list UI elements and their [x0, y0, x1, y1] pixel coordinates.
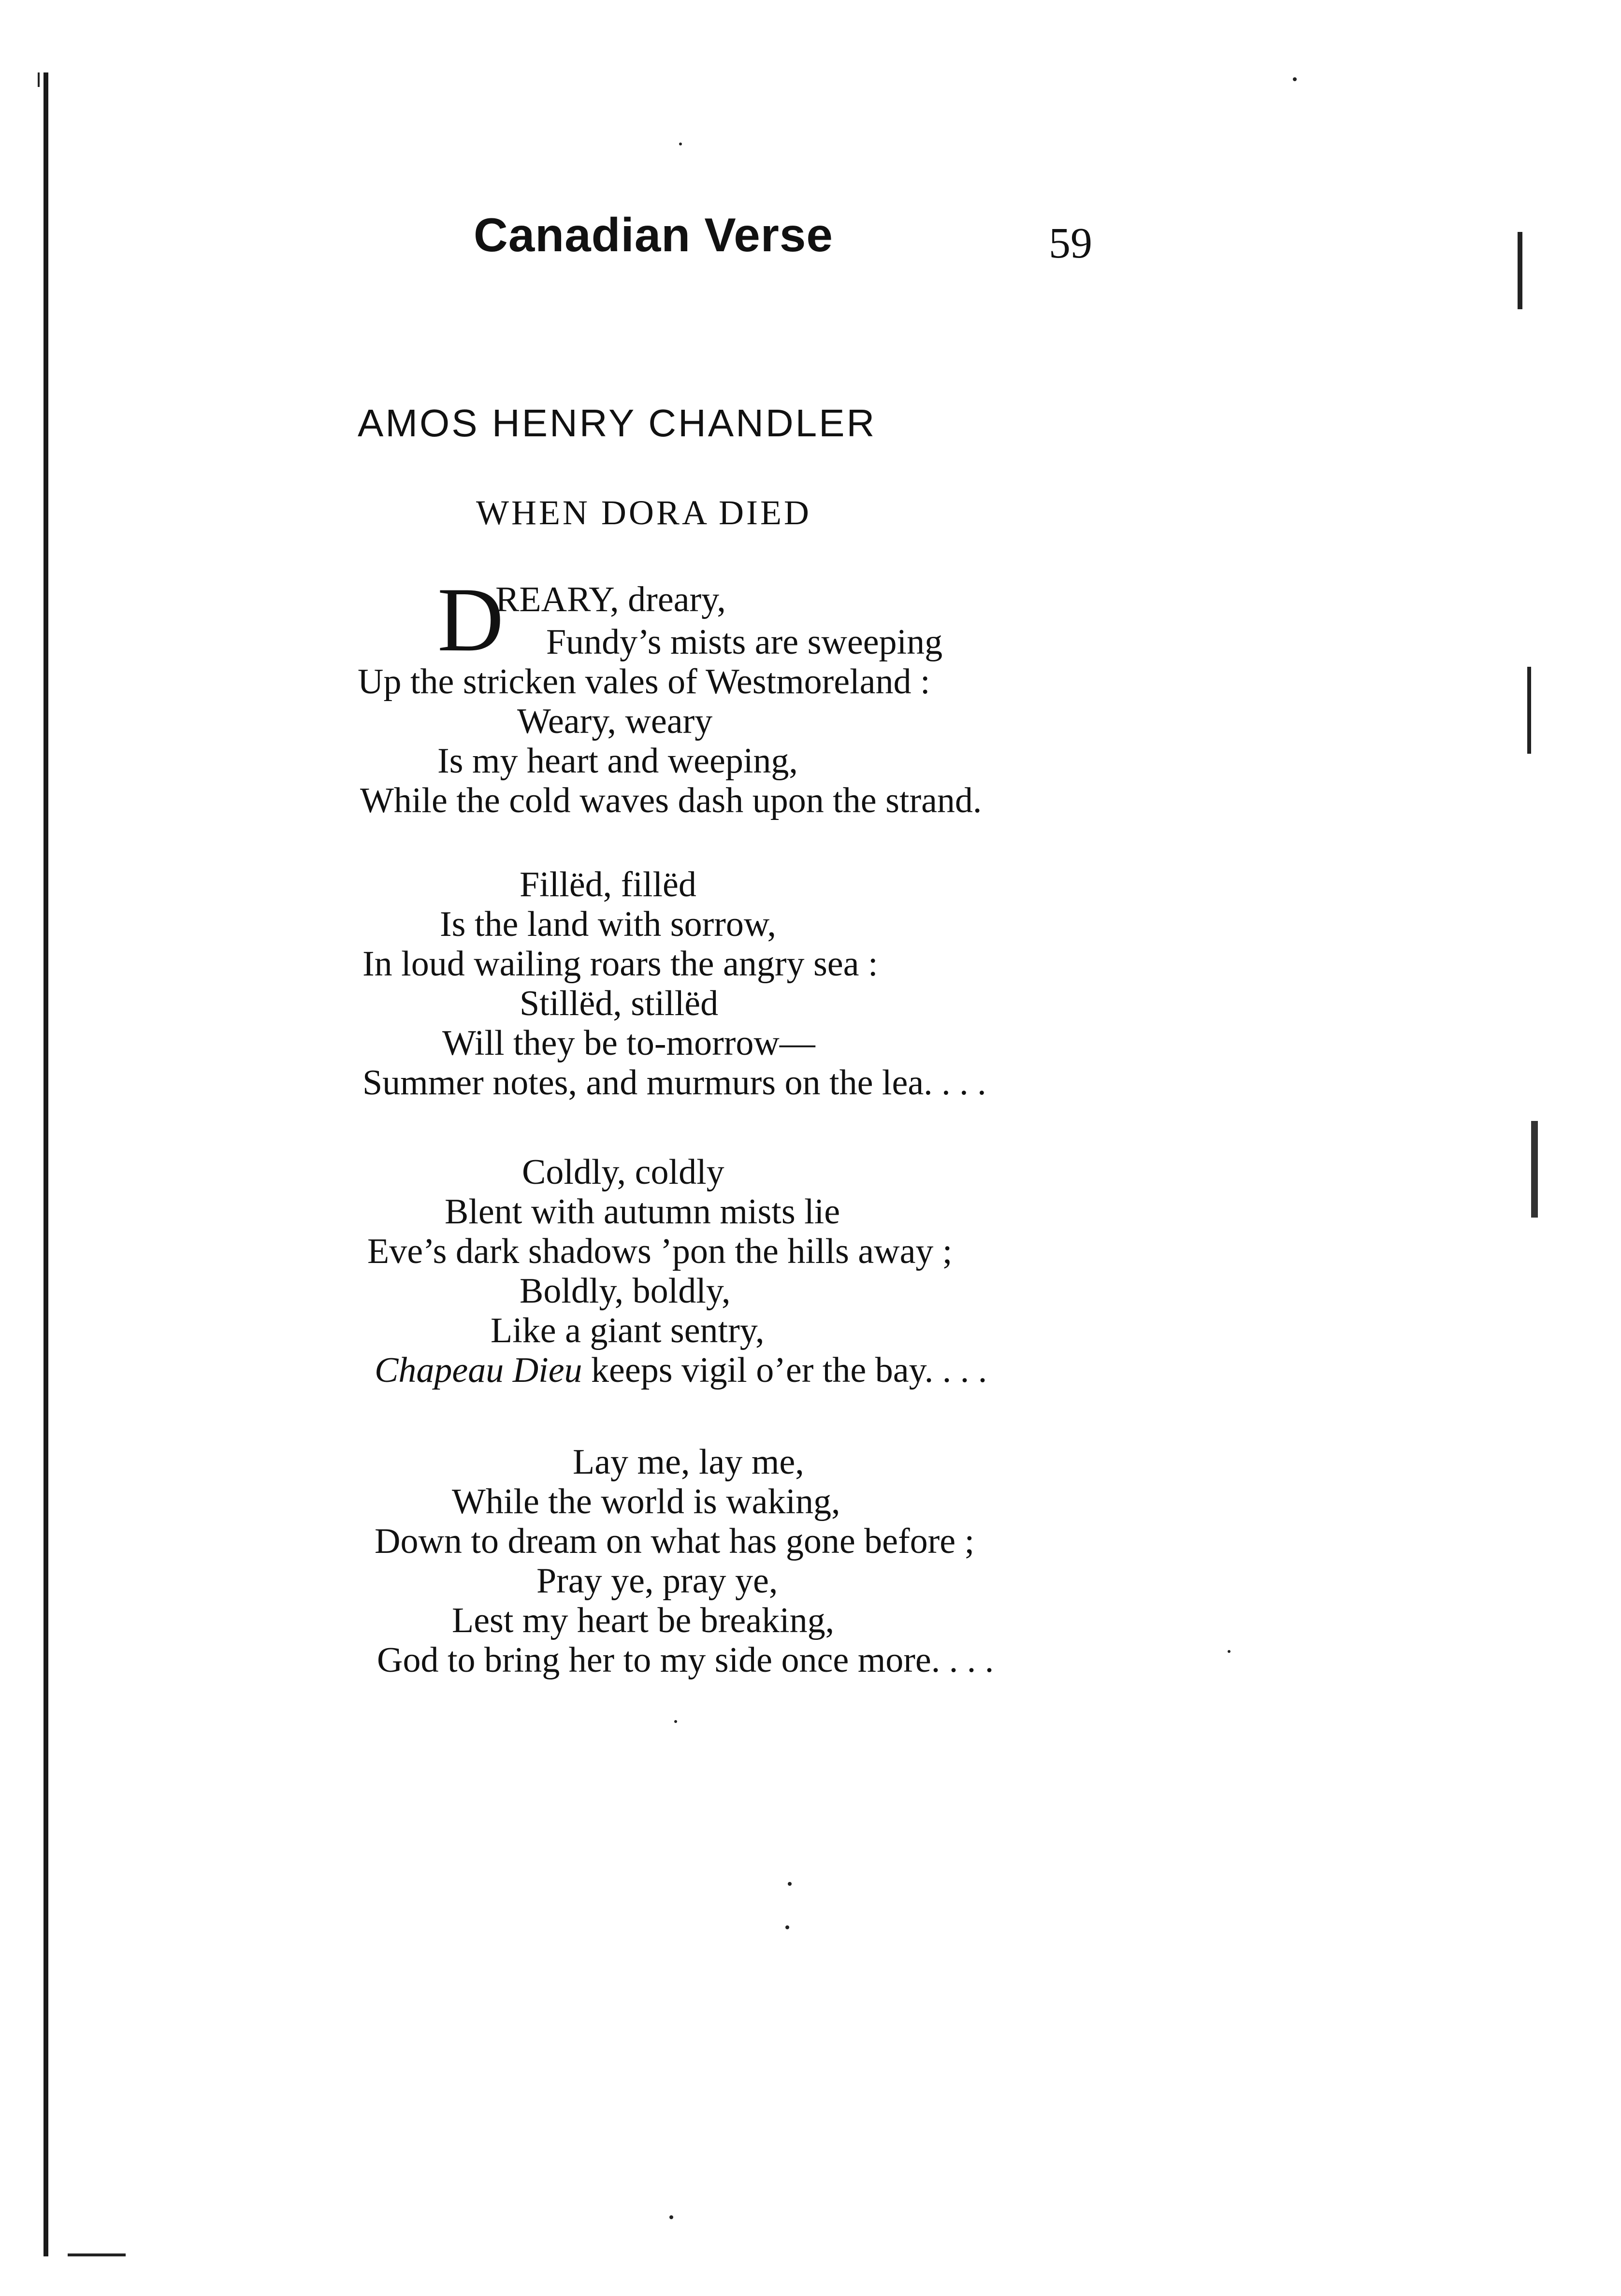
scan-speck — [785, 1925, 789, 1929]
poem-line: Is the land with sorrow, — [440, 904, 777, 944]
scan-speck — [674, 1720, 677, 1723]
poem-line: While the world is waking, — [452, 1482, 840, 1521]
poem-line — [375, 1350, 987, 1390]
page-edge-mark — [38, 72, 40, 87]
poem-line: Stillëd, stillëd — [520, 984, 719, 1023]
poem-title: WHEN DORA DIED — [476, 493, 811, 532]
poem-line: Pray ye, pray ye, — [536, 1561, 778, 1601]
poem-line: Coldly, coldly — [522, 1152, 724, 1192]
poem-line: Summer notes, and murmurs on the lea. . . . — [362, 1063, 986, 1103]
poem-line: Will they be to-morrow— — [442, 1023, 815, 1063]
scan-speck — [679, 143, 682, 145]
page-edge-shadow — [43, 72, 48, 2256]
poem-line: Fundy’s mists are sweeping — [546, 622, 943, 662]
scan-speck — [1293, 77, 1297, 81]
poem-line: Weary, weary — [517, 702, 713, 741]
drop-cap: D — [437, 569, 504, 671]
scan-speck — [788, 1882, 792, 1886]
right-edge-mark — [1518, 232, 1522, 309]
scan-speck — [1228, 1650, 1230, 1653]
poem-line: Like a giant sentry, — [491, 1311, 765, 1350]
poem-line: Lay me, lay me, — [573, 1442, 804, 1482]
poem-line: Up the stricken vales of Westmoreland : — [358, 662, 930, 702]
poem-line: While the cold waves dash upon the strand. — [360, 781, 982, 820]
right-edge-mark — [1531, 1121, 1538, 1218]
poem-line: REARY, dreary, — [495, 580, 726, 619]
italic-place-name: Chapeau Dieu — [375, 1350, 582, 1390]
poem-line: God to bring her to my side once more. . . . — [377, 1640, 994, 1680]
poem-line: Boldly, boldly, — [520, 1271, 731, 1311]
right-edge-mark — [1527, 667, 1531, 754]
poem-line: In loud wailing roars the angry sea : — [362, 944, 878, 984]
page-corner-mark — [68, 2253, 126, 2256]
scan-speck — [669, 2215, 673, 2219]
poem-line: Blent with autumn mists lie — [445, 1192, 840, 1232]
poem-line: Down to dream on what has gone before ; — [375, 1521, 975, 1561]
poem-author: AMOS HENRY CHANDLER — [358, 402, 877, 445]
page-number: 59 — [1049, 219, 1092, 267]
poem-line: Fillëd, fillëd — [520, 865, 696, 904]
poem-line: Eve’s dark shadows ’pon the hills away ; — [367, 1232, 953, 1271]
poem-line-rest: keeps vigil o’er the bay. . . . — [591, 1350, 987, 1390]
poem-line: Is my heart and weeping, — [437, 741, 798, 781]
running-title: Canadian Verse — [474, 208, 833, 261]
poem-line: Lest my heart be breaking, — [452, 1601, 835, 1640]
